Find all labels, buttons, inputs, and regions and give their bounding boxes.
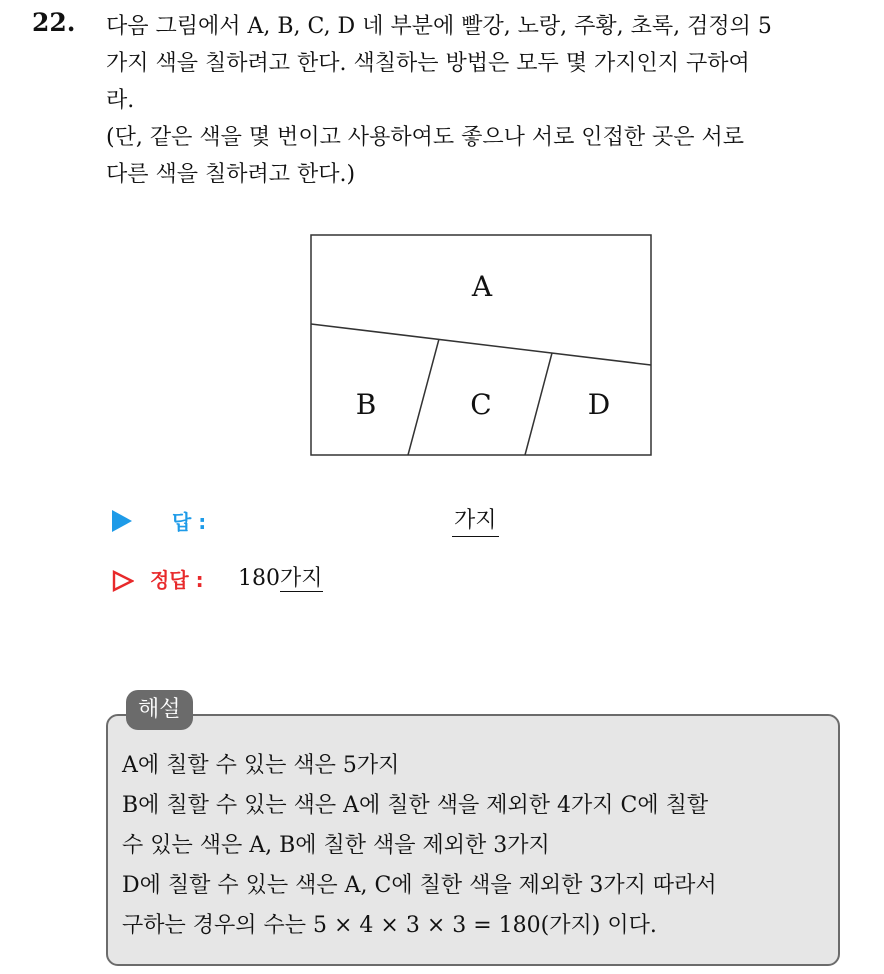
question-line: 라. bbox=[106, 88, 135, 113]
divider-cd bbox=[525, 353, 552, 455]
explanation-line: D에 칠할 수 있는 색은 A, C에 칠한 색을 제외한 3가지 따라서 bbox=[122, 873, 717, 898]
explanation-line: A에 칠할 수 있는 색은 5가지 bbox=[122, 753, 400, 778]
question-line: 다른 색을 칠하려고 한다.) bbox=[106, 162, 356, 187]
answer-row bbox=[112, 506, 532, 542]
question-line: 다음 그림에서 A, B, C, D 네 부분에 빨강, 노랑, 주황, 초록, 검정의 5 bbox=[106, 14, 772, 39]
explanation-line: 구하는 경우의 수는 5 × 4 × 3 × 3 = 180(가지) 이다. bbox=[122, 913, 657, 938]
explanation-text bbox=[122, 746, 832, 946]
question-text bbox=[106, 8, 876, 193]
answer-label: 답 : bbox=[172, 510, 207, 534]
region-label-a: A bbox=[471, 270, 493, 303]
question-line: 가지 색을 칠하려고 한다. 색칠하는 방법은 모두 몇 가지인지 구하여 bbox=[106, 51, 750, 76]
divider-a bbox=[311, 324, 651, 365]
outline-triangle-icon bbox=[112, 570, 134, 592]
region-label-d: D bbox=[587, 388, 611, 421]
divider-bc bbox=[408, 339, 439, 455]
solution-value-line bbox=[238, 564, 323, 594]
solution-unit: 가지 bbox=[280, 566, 323, 591]
solution-value: 180 bbox=[238, 566, 280, 591]
explanation-line: B에 칠할 수 있는 색은 A에 칠한 색을 제외한 4가지 C에 칠할 bbox=[122, 793, 709, 818]
question-number: 22. bbox=[32, 8, 76, 37]
explanation-line: 수 있는 색은 A, B에 칠한 색을 제외한 3가지 bbox=[122, 833, 550, 858]
answer-blank-unit[interactable]: 가지 bbox=[452, 506, 499, 537]
filled-triangle-icon bbox=[112, 510, 132, 532]
region-label-c: C bbox=[470, 388, 492, 421]
region-label-b: B bbox=[355, 388, 377, 421]
question-line: (단, 같은 색을 몇 번이고 사용하여도 좋으나 서로 인접한 곳은 서로 bbox=[106, 125, 745, 150]
solution-label: 정답 : bbox=[150, 568, 204, 592]
explanation-tag: 해설 bbox=[126, 690, 193, 730]
region-figure bbox=[310, 234, 654, 458]
